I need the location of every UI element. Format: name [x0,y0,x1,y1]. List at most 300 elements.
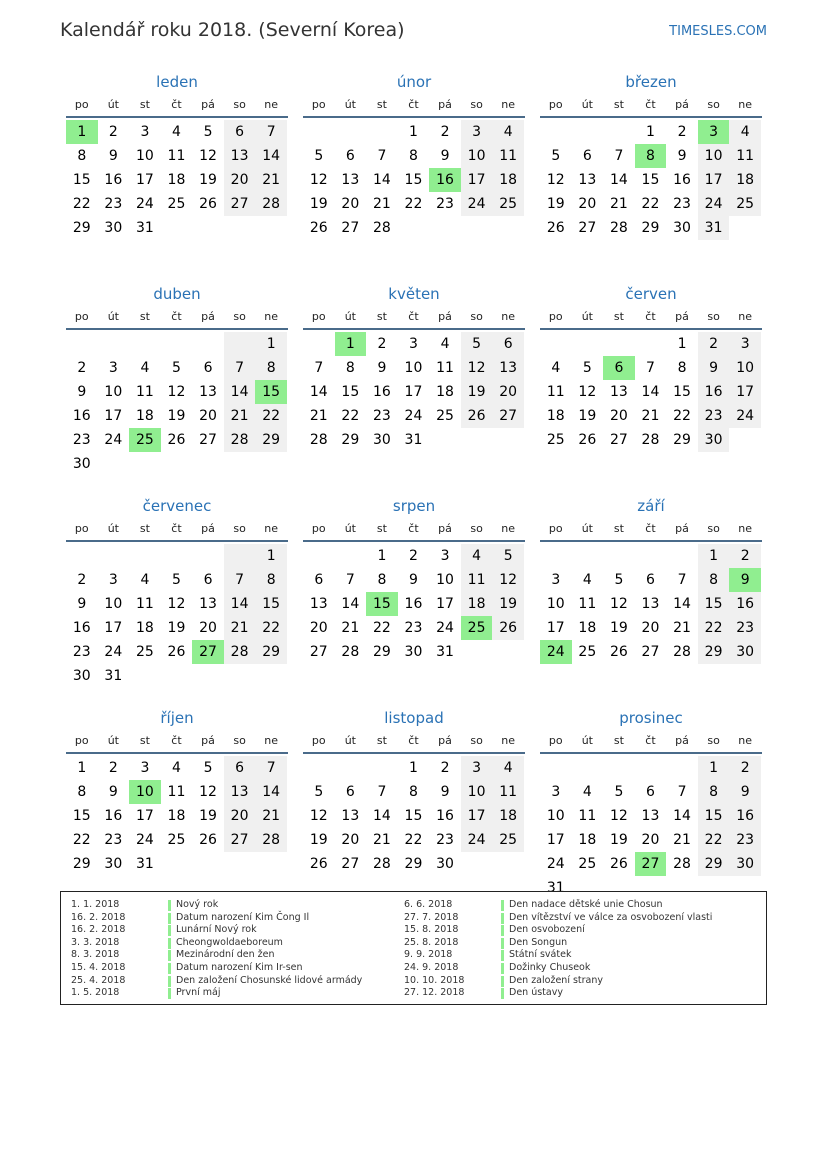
day-cell[interactable]: 12 [609,596,628,612]
day-cell[interactable]: 22 [341,408,360,424]
day-cell[interactable]: 11 [578,808,597,824]
day-cell[interactable]: 9 [77,596,87,612]
day-cell[interactable]: 22 [404,196,423,212]
day-cell[interactable]: 26 [461,404,493,428]
holiday-day-cell[interactable]: 15 [255,380,287,404]
day-cell[interactable]: 16 [729,804,761,828]
day-cell[interactable]: 19 [546,196,565,212]
day-cell[interactable]: 1 [77,760,87,776]
day-cell[interactable]: 5 [582,360,592,376]
day-cell[interactable]: 15 [641,172,660,188]
day-cell[interactable]: 20 [309,620,328,636]
day-cell[interactable]: 1 [255,332,287,356]
day-cell[interactable]: 8 [698,568,730,592]
day-cell[interactable]: 28 [609,220,628,236]
holiday-day-cell[interactable]: 25 [129,428,161,452]
day-cell[interactable]: 25 [729,192,761,216]
day-cell[interactable]: 19 [309,832,328,848]
day-cell[interactable]: 11 [546,384,565,400]
day-cell[interactable]: 18 [492,804,524,828]
day-cell[interactable]: 2 [108,124,118,140]
day-cell[interactable]: 25 [167,832,186,848]
day-cell[interactable]: 18 [167,172,186,188]
day-cell[interactable]: 31 [698,216,730,240]
holiday-day-cell[interactable]: 16 [429,168,461,192]
day-cell[interactable]: 20 [641,620,660,636]
day-cell[interactable]: 23 [104,196,123,212]
day-cell[interactable]: 30 [372,432,391,448]
day-cell[interactable]: 6 [203,360,213,376]
day-cell[interactable]: 6 [224,756,256,780]
day-cell[interactable]: 2 [698,332,730,356]
day-cell[interactable]: 9 [440,784,450,800]
day-cell[interactable]: 29 [255,640,287,664]
day-cell[interactable]: 7 [377,148,387,164]
day-cell[interactable]: 7 [224,356,256,380]
day-cell[interactable]: 11 [167,784,186,800]
day-cell[interactable]: 20 [224,168,256,192]
day-cell[interactable]: 21 [309,408,328,424]
day-cell[interactable]: 17 [546,832,565,848]
day-cell[interactable]: 1 [377,548,387,564]
day-cell[interactable]: 3 [108,360,118,376]
day-cell[interactable]: 17 [404,384,423,400]
holiday-day-cell[interactable]: 3 [698,120,730,144]
day-cell[interactable]: 20 [341,832,360,848]
day-cell[interactable]: 17 [104,620,123,636]
day-cell[interactable]: 23 [404,620,423,636]
holiday-day-cell[interactable]: 6 [603,356,635,380]
day-cell[interactable]: 22 [72,196,91,212]
day-cell[interactable]: 31 [404,432,423,448]
day-cell[interactable]: 13 [199,384,217,400]
day-cell[interactable]: 11 [461,568,493,592]
day-cell[interactable]: 28 [372,220,391,236]
day-cell[interactable]: 18 [436,384,454,400]
day-cell[interactable]: 23 [372,408,391,424]
day-cell[interactable]: 4 [461,544,493,568]
day-cell[interactable]: 29 [72,856,91,872]
day-cell[interactable]: 10 [104,596,123,612]
day-cell[interactable]: 25 [135,644,154,660]
day-cell[interactable]: 28 [673,644,691,660]
day-cell[interactable]: 30 [436,856,454,872]
day-cell[interactable]: 7 [224,568,256,592]
day-cell[interactable]: 29 [698,640,730,664]
day-cell[interactable]: 21 [341,620,360,636]
day-cell[interactable]: 20 [224,804,256,828]
day-cell[interactable]: 3 [461,756,493,780]
day-cell[interactable]: 21 [255,168,287,192]
day-cell[interactable]: 18 [461,592,493,616]
day-cell[interactable]: 23 [72,644,91,660]
day-cell[interactable]: 16 [404,596,423,612]
day-cell[interactable]: 14 [255,144,287,168]
holiday-day-cell[interactable]: 1 [335,332,367,356]
day-cell[interactable]: 30 [104,856,123,872]
day-cell[interactable]: 12 [492,568,524,592]
day-cell[interactable]: 27 [309,644,328,660]
day-cell[interactable]: 7 [614,148,624,164]
day-cell[interactable]: 19 [609,620,628,636]
day-cell[interactable]: 5 [492,544,524,568]
day-cell[interactable]: 31 [135,220,154,236]
day-cell[interactable]: 10 [698,144,730,168]
day-cell[interactable]: 7 [377,784,387,800]
day-cell[interactable]: 13 [341,808,360,824]
day-cell[interactable]: 20 [199,620,217,636]
day-cell[interactable]: 28 [341,644,360,660]
day-cell[interactable]: 9 [108,148,118,164]
day-cell[interactable]: 6 [582,148,592,164]
day-cell[interactable]: 21 [673,832,691,848]
day-cell[interactable]: 3 [729,332,761,356]
day-cell[interactable]: 14 [641,384,660,400]
day-cell[interactable]: 31 [546,880,565,896]
day-cell[interactable]: 28 [309,432,328,448]
day-cell[interactable]: 14 [255,780,287,804]
holiday-day-cell[interactable]: 1 [66,120,98,144]
day-cell[interactable]: 7 [345,572,355,588]
day-cell[interactable]: 22 [641,196,660,212]
day-cell[interactable]: 11 [436,360,454,376]
day-cell[interactable]: 7 [646,360,655,376]
day-cell[interactable]: 19 [167,620,186,636]
day-cell[interactable]: 10 [135,148,154,164]
day-cell[interactable]: 9 [677,148,687,164]
day-cell[interactable]: 16 [104,172,123,188]
day-cell[interactable]: 5 [172,572,181,588]
day-cell[interactable]: 6 [345,784,355,800]
day-cell[interactable]: 26 [578,432,597,448]
day-cell[interactable]: 18 [135,620,154,636]
day-cell[interactable]: 22 [372,620,391,636]
day-cell[interactable]: 5 [172,360,181,376]
day-cell[interactable]: 19 [167,408,186,424]
day-cell[interactable]: 13 [641,808,660,824]
day-cell[interactable]: 23 [729,616,761,640]
day-cell[interactable]: 4 [582,572,592,588]
day-cell[interactable]: 17 [546,620,565,636]
day-cell[interactable]: 26 [609,644,628,660]
day-cell[interactable]: 17 [436,596,454,612]
day-cell[interactable]: 5 [314,148,324,164]
day-cell[interactable]: 25 [578,856,597,872]
day-cell[interactable]: 6 [646,572,655,588]
day-cell[interactable]: 5 [614,784,624,800]
day-cell[interactable]: 14 [309,384,328,400]
day-cell[interactable]: 3 [140,124,150,140]
day-cell[interactable]: 5 [461,332,493,356]
day-cell[interactable]: 8 [698,780,730,804]
day-cell[interactable]: 16 [72,408,91,424]
day-cell[interactable]: 3 [551,572,561,588]
day-cell[interactable]: 25 [578,644,597,660]
day-cell[interactable]: 17 [461,804,493,828]
day-cell[interactable]: 2 [440,124,450,140]
day-cell[interactable]: 1 [698,756,730,780]
day-cell[interactable]: 21 [372,832,391,848]
day-cell[interactable]: 16 [436,808,454,824]
day-cell[interactable]: 20 [578,196,597,212]
day-cell[interactable]: 6 [224,120,256,144]
day-cell[interactable]: 12 [167,596,186,612]
day-cell[interactable]: 13 [492,356,524,380]
day-cell[interactable]: 13 [309,596,328,612]
day-cell[interactable]: 22 [698,616,730,640]
day-cell[interactable]: 25 [167,196,186,212]
day-cell[interactable]: 27 [641,644,660,660]
day-cell[interactable]: 25 [546,432,565,448]
day-cell[interactable]: 23 [104,832,123,848]
day-cell[interactable]: 1 [646,124,655,140]
day-cell[interactable]: 4 [729,120,761,144]
day-cell[interactable]: 29 [372,644,391,660]
day-cell[interactable]: 24 [104,432,123,448]
day-cell[interactable]: 1 [409,760,418,776]
day-cell[interactable]: 16 [673,172,691,188]
day-cell[interactable]: 27 [224,828,256,852]
day-cell[interactable]: 15 [698,804,730,828]
day-cell[interactable]: 28 [372,856,391,872]
day-cell[interactable]: 4 [172,760,181,776]
day-cell[interactable]: 8 [409,148,418,164]
holiday-day-cell[interactable]: 10 [129,780,161,804]
day-cell[interactable]: 23 [698,404,730,428]
day-cell[interactable]: 29 [698,852,730,876]
day-cell[interactable]: 27 [199,432,217,448]
day-cell[interactable]: 28 [224,428,256,452]
holiday-day-cell[interactable]: 25 [461,616,493,640]
day-cell[interactable]: 9 [377,360,387,376]
day-cell[interactable]: 22 [673,408,691,424]
day-cell[interactable]: 20 [341,196,360,212]
day-cell[interactable]: 12 [199,148,217,164]
day-cell[interactable]: 28 [641,432,660,448]
day-cell[interactable]: 14 [341,596,360,612]
day-cell[interactable]: 12 [461,356,493,380]
day-cell[interactable]: 19 [492,592,524,616]
day-cell[interactable]: 12 [309,808,328,824]
day-cell[interactable]: 7 [314,360,324,376]
day-cell[interactable]: 23 [436,832,454,848]
day-cell[interactable]: 12 [167,384,186,400]
day-cell[interactable]: 21 [609,196,628,212]
day-cell[interactable]: 6 [203,572,213,588]
day-cell[interactable]: 15 [72,172,91,188]
day-cell[interactable]: 24 [436,620,454,636]
day-cell[interactable]: 31 [135,856,154,872]
day-cell[interactable]: 27 [341,220,360,236]
day-cell[interactable]: 9 [440,148,450,164]
day-cell[interactable]: 2 [729,544,761,568]
day-cell[interactable]: 9 [409,572,418,588]
day-cell[interactable]: 26 [167,432,186,448]
day-cell[interactable]: 11 [167,148,186,164]
day-cell[interactable]: 14 [372,808,391,824]
day-cell[interactable]: 11 [492,144,524,168]
day-cell[interactable]: 1 [255,544,287,568]
day-cell[interactable]: 11 [729,144,761,168]
day-cell[interactable]: 15 [673,384,691,400]
day-cell[interactable]: 14 [372,172,391,188]
day-cell[interactable]: 5 [614,572,624,588]
day-cell[interactable]: 3 [551,784,561,800]
day-cell[interactable]: 24 [104,644,123,660]
day-cell[interactable]: 16 [729,592,761,616]
day-cell[interactable]: 24 [546,856,565,872]
day-cell[interactable]: 14 [673,808,691,824]
day-cell[interactable]: 8 [377,572,387,588]
day-cell[interactable]: 5 [203,760,213,776]
day-cell[interactable]: 19 [309,196,328,212]
day-cell[interactable]: 19 [609,832,628,848]
day-cell[interactable]: 16 [72,620,91,636]
day-cell[interactable]: 30 [404,644,423,660]
day-cell[interactable]: 30 [698,428,730,452]
day-cell[interactable]: 17 [135,808,154,824]
day-cell[interactable]: 23 [673,196,691,212]
holiday-day-cell[interactable]: 8 [635,144,667,168]
day-cell[interactable]: 22 [72,832,91,848]
day-cell[interactable]: 15 [404,808,423,824]
day-cell[interactable]: 14 [673,596,691,612]
day-cell[interactable]: 17 [135,172,154,188]
day-cell[interactable]: 9 [77,384,87,400]
day-cell[interactable]: 19 [199,172,217,188]
day-cell[interactable]: 13 [609,384,628,400]
day-cell[interactable]: 26 [492,616,524,640]
day-cell[interactable]: 6 [345,148,355,164]
day-cell[interactable]: 30 [729,640,761,664]
day-cell[interactable]: 23 [72,432,91,448]
day-cell[interactable]: 18 [135,408,154,424]
day-cell[interactable]: 6 [492,332,524,356]
day-cell[interactable]: 11 [135,596,154,612]
day-cell[interactable]: 22 [698,828,730,852]
day-cell[interactable]: 28 [255,192,287,216]
day-cell[interactable]: 4 [492,120,524,144]
day-cell[interactable]: 2 [409,548,418,564]
day-cell[interactable]: 3 [108,572,118,588]
day-cell[interactable]: 24 [461,828,493,852]
day-cell[interactable]: 2 [108,760,118,776]
day-cell[interactable]: 30 [72,456,91,472]
day-cell[interactable]: 10 [729,356,761,380]
day-cell[interactable]: 18 [578,620,597,636]
day-cell[interactable]: 16 [104,808,123,824]
holiday-day-cell[interactable]: 24 [540,640,572,664]
day-cell[interactable]: 20 [199,408,217,424]
day-cell[interactable]: 31 [104,668,123,684]
day-cell[interactable]: 21 [224,616,256,640]
day-cell[interactable]: 28 [255,828,287,852]
day-cell[interactable]: 6 [646,784,655,800]
day-cell[interactable]: 2 [440,760,450,776]
day-cell[interactable]: 13 [341,172,360,188]
day-cell[interactable]: 30 [72,668,91,684]
holiday-day-cell[interactable]: 27 [192,640,224,664]
day-cell[interactable]: 29 [641,220,660,236]
day-cell[interactable]: 4 [140,360,150,376]
day-cell[interactable]: 12 [309,172,328,188]
day-cell[interactable]: 26 [609,856,628,872]
day-cell[interactable]: 26 [167,644,186,660]
day-cell[interactable]: 17 [698,168,730,192]
day-cell[interactable]: 24 [135,832,154,848]
day-cell[interactable]: 2 [677,124,687,140]
day-cell[interactable]: 29 [72,220,91,236]
day-cell[interactable]: 2 [729,756,761,780]
day-cell[interactable]: 14 [224,380,256,404]
day-cell[interactable]: 21 [641,408,660,424]
day-cell[interactable]: 4 [551,360,561,376]
day-cell[interactable]: 25 [492,192,524,216]
day-cell[interactable]: 28 [673,856,691,872]
day-cell[interactable]: 19 [461,380,493,404]
day-cell[interactable]: 10 [546,808,565,824]
day-cell[interactable]: 8 [77,148,87,164]
day-cell[interactable]: 17 [461,168,493,192]
day-cell[interactable]: 20 [641,832,660,848]
day-cell[interactable]: 22 [404,832,423,848]
day-cell[interactable]: 15 [341,384,360,400]
day-cell[interactable]: 15 [72,808,91,824]
day-cell[interactable]: 8 [345,360,355,376]
day-cell[interactable]: 3 [440,548,450,564]
day-cell[interactable]: 4 [140,572,150,588]
holiday-day-cell[interactable]: 9 [729,568,761,592]
day-cell[interactable]: 27 [341,856,360,872]
day-cell[interactable]: 11 [492,780,524,804]
day-cell[interactable]: 19 [199,808,217,824]
day-cell[interactable]: 27 [609,432,628,448]
day-cell[interactable]: 8 [677,360,687,376]
day-cell[interactable]: 20 [609,408,628,424]
day-cell[interactable]: 26 [199,196,217,212]
day-cell[interactable]: 11 [135,384,154,400]
day-cell[interactable]: 13 [224,780,256,804]
day-cell[interactable]: 2 [77,360,87,376]
day-cell[interactable]: 17 [729,380,761,404]
day-cell[interactable]: 29 [255,428,287,452]
brand-link[interactable]: TIMESLES.COM [669,24,767,39]
day-cell[interactable]: 10 [104,384,123,400]
day-cell[interactable]: 18 [546,408,565,424]
day-cell[interactable]: 3 [461,120,493,144]
day-cell[interactable]: 7 [677,784,687,800]
day-cell[interactable]: 29 [404,856,423,872]
day-cell[interactable]: 11 [578,596,597,612]
holiday-day-cell[interactable]: 27 [635,852,667,876]
day-cell[interactable]: 10 [461,780,493,804]
holiday-day-cell[interactable]: 15 [366,592,398,616]
day-cell[interactable]: 5 [203,124,213,140]
day-cell[interactable]: 14 [224,592,256,616]
day-cell[interactable]: 13 [224,144,256,168]
day-cell[interactable]: 9 [729,780,761,804]
day-cell[interactable]: 8 [77,784,87,800]
day-cell[interactable]: 7 [677,572,687,588]
day-cell[interactable]: 8 [255,568,287,592]
day-cell[interactable]: 6 [314,572,324,588]
day-cell[interactable]: 7 [255,756,287,780]
day-cell[interactable]: 26 [199,832,217,848]
day-cell[interactable]: 3 [140,760,150,776]
day-cell[interactable]: 13 [578,172,597,188]
day-cell[interactable]: 12 [609,808,628,824]
day-cell[interactable]: 1 [409,124,418,140]
